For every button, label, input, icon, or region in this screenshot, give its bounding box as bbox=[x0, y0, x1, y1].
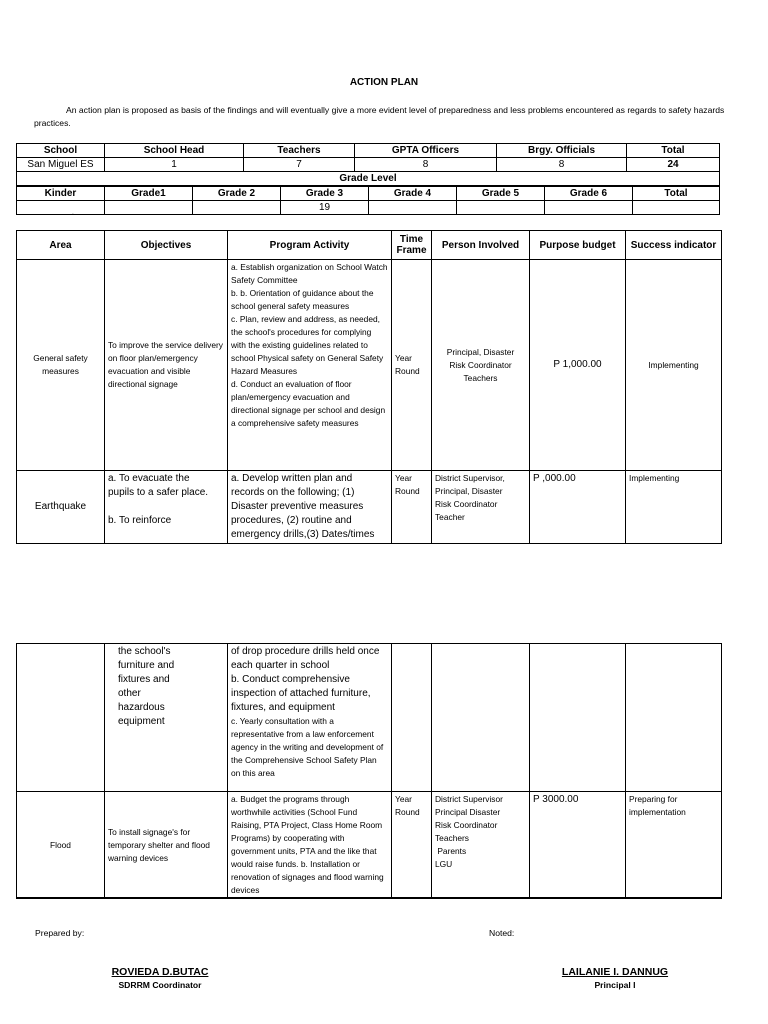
table-row bbox=[17, 260, 722, 471]
objective-item: a. To evacuate the pupils to a safer place. bbox=[108, 473, 209, 498]
activity-item: c. Yearly consultation with a representative from a law enforcement agency in the writing and development of the Comprehensive School Safety Plan on this area bbox=[231, 716, 384, 778]
area-cell: General safety measures bbox=[17, 260, 105, 471]
table-row bbox=[17, 471, 722, 544]
persons-cell bbox=[432, 644, 530, 792]
grade-header-row bbox=[17, 187, 720, 201]
persons-cell bbox=[432, 260, 530, 471]
budget-cell: P 1,000.00 bbox=[530, 260, 626, 471]
person-line: Risk Coordinator bbox=[435, 499, 498, 509]
objective-item: b. To reinforce bbox=[108, 515, 172, 526]
person-line: District Supervisor bbox=[435, 794, 503, 804]
value-total: 24 bbox=[627, 158, 720, 172]
table-bottom-rule bbox=[16, 897, 721, 898]
header-school-head: School Head bbox=[105, 144, 244, 158]
noted-name: LAILANIE I. DANNUG bbox=[561, 966, 669, 978]
intro-text: An action plan is proposed as basis of the findings and will eventually give a more evident level of preparedness and less problems encountered as regards to safety hazards practices. bbox=[34, 105, 725, 128]
area-cell: Earthquake bbox=[17, 471, 105, 544]
table-row bbox=[17, 644, 722, 792]
document-title: ACTION PLAN bbox=[349, 77, 419, 88]
header-teachers: Teachers bbox=[244, 144, 355, 158]
grade-value-row bbox=[17, 201, 720, 215]
table-row bbox=[17, 792, 722, 899]
value-teachers: 7 bbox=[244, 158, 355, 172]
value-grade1 bbox=[105, 201, 193, 215]
header-objectives: Objectives bbox=[105, 231, 228, 260]
staff-table bbox=[16, 143, 720, 186]
grade-level-caption: Grade Level bbox=[17, 172, 720, 186]
person-line: Teacher bbox=[435, 512, 465, 522]
person-line: LGU bbox=[435, 859, 453, 869]
header-total: Total bbox=[627, 144, 720, 158]
persons-cell bbox=[432, 471, 530, 544]
objectives-cell bbox=[105, 644, 228, 792]
person-line: Principal, Disaster bbox=[446, 346, 515, 357]
noted-signature bbox=[530, 966, 700, 990]
value-kinder bbox=[17, 201, 105, 215]
person-line: Parents bbox=[435, 846, 467, 856]
objectives-cell: To install signage's for temporary shelter and flood warning devices bbox=[105, 792, 228, 899]
activity-item: c. Plan, review and address, as needed, the school's procedures for complying with the existing guidelines related to school Physical safety on General Safety Hazard Measures bbox=[231, 314, 384, 376]
value-grade3: 19 bbox=[281, 201, 369, 215]
noted-label: Noted: bbox=[489, 928, 515, 938]
noted-role: Principal I bbox=[594, 980, 636, 990]
person-line: Teachers bbox=[435, 833, 469, 843]
objective-text: the school's furniture and fixtures and other hazardous equipment bbox=[118, 646, 175, 727]
header-grade6: Grade 6 bbox=[545, 187, 633, 201]
header-grade2: Grade 2 bbox=[193, 187, 281, 201]
action-plan-table bbox=[16, 230, 722, 544]
staff-value-row bbox=[17, 158, 720, 172]
header-grade3: Grade 3 bbox=[281, 187, 369, 201]
indicator-cell: Preparing for implementation bbox=[626, 792, 722, 899]
budget-cell: P ,000.00 bbox=[530, 471, 626, 544]
plan-header-row bbox=[17, 231, 722, 260]
header-person-involved: Person Involved bbox=[432, 231, 530, 260]
person-line: Risk Coordinator bbox=[449, 359, 512, 370]
value-grade6 bbox=[545, 201, 633, 215]
action-plan-table-continued bbox=[16, 643, 722, 899]
value-grade2 bbox=[193, 201, 281, 215]
header-grade4: Grade 4 bbox=[369, 187, 457, 201]
header-gpta-officers: GPTA Officers bbox=[355, 144, 497, 158]
activity-item: b. Conduct comprehensive inspection of attached furniture, fixtures, and equipment bbox=[231, 674, 371, 713]
grade-caption-row bbox=[17, 172, 720, 186]
grade-table bbox=[16, 186, 720, 215]
header-purpose-budget: Purpose budget bbox=[530, 231, 626, 260]
header-area: Area bbox=[17, 231, 105, 260]
stray-mark: ` bbox=[72, 213, 75, 222]
prepared-role: SDRRM Coordinator bbox=[118, 980, 202, 990]
area-cell: Flood bbox=[17, 792, 105, 899]
value-grade5 bbox=[457, 201, 545, 215]
indicator-cell: Implementing bbox=[626, 260, 722, 471]
intro-paragraph bbox=[34, 104, 734, 130]
activity-item: b. b. Orientation of guidance about the school general safety measures bbox=[231, 288, 374, 311]
indicator-cell: Implementing bbox=[626, 471, 722, 544]
objectives-cell bbox=[105, 471, 228, 544]
header-brgy-officials: Brgy. Officials bbox=[497, 144, 627, 158]
header-grade1: Grade1 bbox=[105, 187, 193, 201]
header-grade-total: Total bbox=[633, 187, 720, 201]
time-frame-cell: Year Round bbox=[392, 471, 432, 544]
activity-item: d. Conduct an evaluation of floor plan/emergency evacuation and directional signage per school and design a comprehensive safety measures bbox=[231, 379, 386, 428]
persons-cell bbox=[432, 792, 530, 899]
time-frame-cell bbox=[392, 644, 432, 792]
value-brgy-officials: 8 bbox=[497, 158, 627, 172]
activity-item: a. Establish organization on School Watch Safety Committee bbox=[231, 262, 388, 285]
time-frame-cell: Year Round bbox=[392, 260, 432, 471]
activity-cell bbox=[228, 260, 392, 471]
prepared-signature bbox=[80, 966, 240, 990]
value-grade-total bbox=[633, 201, 720, 215]
activity-cell bbox=[228, 644, 392, 792]
person-line: Risk Coordinator bbox=[435, 820, 498, 830]
area-cell bbox=[17, 644, 105, 792]
header-grade5: Grade 5 bbox=[457, 187, 545, 201]
time-frame-cell: Year Round bbox=[392, 792, 432, 899]
prepared-name: ROVIEDA D.BUTAC bbox=[111, 966, 209, 978]
header-time-frame: Time Frame bbox=[392, 231, 432, 260]
header-school: School bbox=[17, 144, 105, 158]
budget-cell: P 3000.00 bbox=[530, 792, 626, 899]
activity-cell: a. Budget the programs through worthwhile activities (School Fund Raising, PTA Project, Class Home Room Programs) by cooperating with government units, PTA and the like that would raise funds. b. Installation or renovation of signages and flood warning devices bbox=[228, 792, 392, 899]
value-gpta-officers: 8 bbox=[355, 158, 497, 172]
person-line: District Supervisor, bbox=[435, 473, 505, 483]
activity-cell: a. Develop written plan and records on the following; (1) Disaster preventive measures procedures, (2) routine and emergency drills,(3) Dates/times bbox=[228, 471, 392, 544]
activity-item: of drop procedure drills held once each quarter in school bbox=[231, 646, 380, 671]
objectives-cell: To improve the service delivery on floor plan/emergency evacuation and visible directional signage bbox=[105, 260, 228, 471]
staff-header-row bbox=[17, 144, 720, 158]
value-school: San Miguel ES bbox=[17, 158, 105, 172]
person-line: Principal Disaster bbox=[435, 807, 501, 817]
prepared-by-label: Prepared by: bbox=[35, 928, 85, 938]
value-grade4 bbox=[369, 201, 457, 215]
person-line: Teachers bbox=[463, 372, 498, 383]
header-kinder: Kinder bbox=[17, 187, 105, 201]
person-line: Principal, Disaster bbox=[435, 486, 503, 496]
value-school-head: 1 bbox=[105, 158, 244, 172]
indicator-cell bbox=[626, 644, 722, 792]
header-success-indicator: Success indicator bbox=[626, 231, 722, 260]
header-program-activity: Program Activity bbox=[228, 231, 392, 260]
budget-cell bbox=[530, 644, 626, 792]
